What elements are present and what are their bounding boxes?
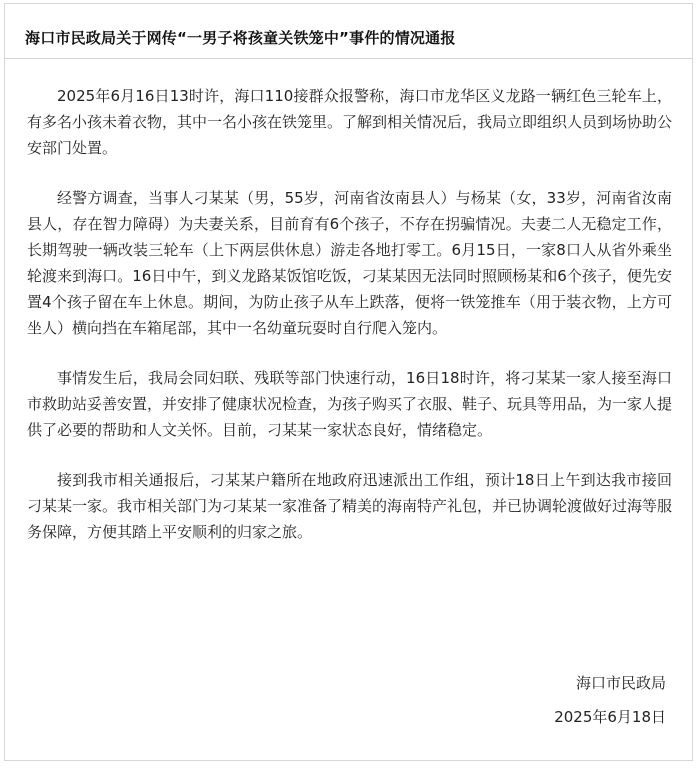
notice-body bbox=[5, 59, 692, 545]
issue-date: 2025年6月18日 bbox=[554, 708, 666, 726]
signature-block bbox=[554, 666, 666, 734]
title-bar bbox=[5, 4, 692, 59]
notice-title: 海口市民政局关于网传“一男子将孩童关铁笼中”事件的情况通报 bbox=[25, 29, 456, 47]
paragraph-return-home: 接到我市相关通报后，刁某某户籍所在地政府迅速派出工作组，预计18日上午到达我市接回刁某某一家。我市相关部门为刁某某一家准备了精美的海南特产礼包，并已协调轮渡做好过海等服务保障，方便其踏上平安顺利的归家之旅。 bbox=[27, 471, 673, 541]
paragraph-follow-up-actions: 事情发生后，我局会同妇联、残联等部门快速行动，16日18时许，将刁某某一家人接至海口市救助站妥善安置，并安排了健康状况检查，为孩子购买了衣服、鞋子、玩具等用品，为一家人提供了必要的帮助和人文关怀。目前，刁某某一家状态良好，情绪稳定。 bbox=[27, 369, 673, 439]
issuer-name: 海口市民政局 bbox=[575, 674, 666, 692]
paragraph-police-investigation: 经警方调查，当事人刁某某（男，55岁，河南省汝南县人）与杨某（女，33岁，河南省汝南县人，存在智力障碍）为夫妻关系，目前育有6个孩子，不存在拐骗情况。夫妻二人无稳定工作，长期驾驶一辆改装三轮车（上下两层供休息）游走各地打零工。6月15日，一家8口人从省外乘坐轮渡来到海口。16日中午，到义龙路某饭馆吃饭，刁某某因无法同时照顾杨某和6个孩子，便先安置4个孩子留在车上休息。期间，为防止孩子从车上跌落，便将一铁笼推车（用于装衣物，上方可坐人）横向挡在车箱尾部，其中一名幼童玩耍时自行爬入笼内。 bbox=[27, 189, 672, 337]
paragraph-incident-report: 2025年6月16日13时许，海口110接群众报警称，海口市龙华区义龙路一辆红色三轮车上，有多名小孩未着衣物，其中一名小孩在铁笼里。了解到相关情况后，我局立即组织人员到场协助公安部门处置。 bbox=[27, 87, 673, 157]
notice-card bbox=[4, 3, 693, 761]
